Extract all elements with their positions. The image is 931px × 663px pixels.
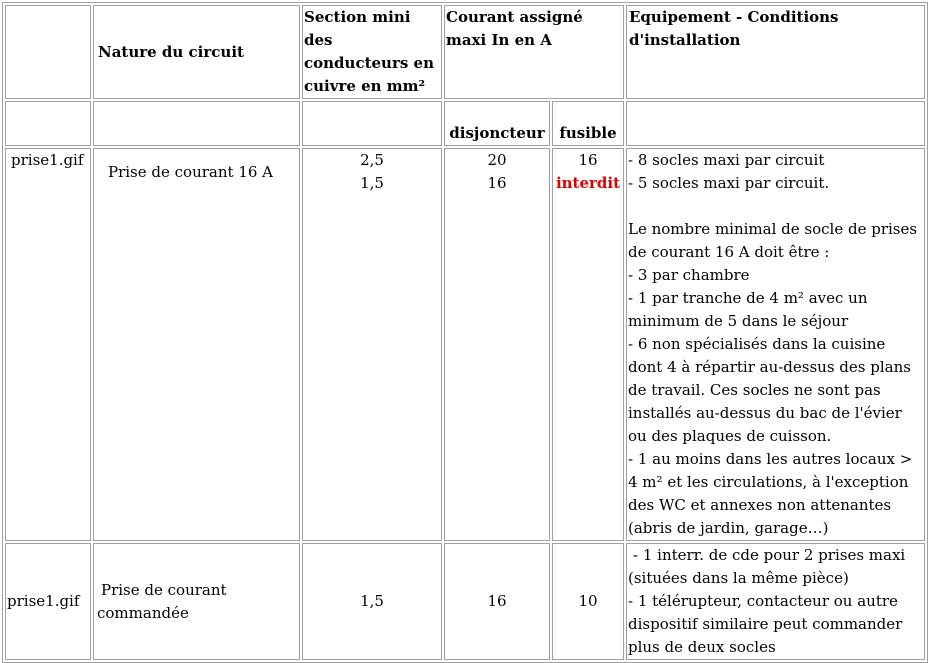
row1-fusible <box>552 148 624 541</box>
row1-equip-body-1: Le nombre minimal de socle de prises de courant 16 A doit être : <box>628 220 918 261</box>
header-section: Section mini des conducteurs en cuivre en mm² <box>302 5 442 99</box>
row2-fusible: 10 <box>552 543 624 660</box>
subheader-row <box>5 101 925 146</box>
row2-section: 1,5 <box>302 543 442 660</box>
subheader-empty-4 <box>626 101 925 146</box>
subheader-empty-3 <box>302 101 442 146</box>
row1-equipement <box>626 148 925 541</box>
row1-fusible-interdit: interdit <box>555 174 621 192</box>
subheader-fusible: fusible <box>552 101 624 146</box>
row1-equip-body-3: - 1 par tranche de 4 m² avec un minimum de 5 dans le séjour <box>628 289 868 330</box>
row1-equip-gap <box>628 195 923 218</box>
row1-image-alt: prise1.gif <box>5 148 91 541</box>
subheader-disjoncteur: disjoncteur <box>444 101 550 146</box>
header-row <box>5 5 925 99</box>
header-courant <box>444 5 624 99</box>
subheader-empty-2 <box>93 101 300 146</box>
row1-disjoncteur-1: 20 <box>487 151 507 169</box>
row1-equip-body-4: - 6 non spécialisés dans la cuisine dont 4 à répartir au-dessus des plans de travail. Ces socles ne sont pas installés au-dessus du bac de l'évier ou des plaques de cuisson. <box>628 335 911 445</box>
row2-equipement <box>626 543 925 660</box>
row1-disjoncteur <box>444 148 550 541</box>
row1-section-2: 1,5 <box>360 174 384 192</box>
row1-equip-top-1: - 8 socles maxi par circuit <box>628 151 825 169</box>
row2-image-alt: prise1.gif <box>5 543 91 660</box>
row2-disjoncteur: 16 <box>444 543 550 660</box>
row2-nature <box>93 543 300 660</box>
row1-section-1: 2,5 <box>360 151 384 169</box>
table-row <box>5 148 925 541</box>
row1-equip-body-2: - 3 par chambre <box>628 266 750 284</box>
header-empty-cell <box>5 5 91 99</box>
header-nature: Nature du circuit <box>93 5 300 99</box>
subheader-empty-1 <box>5 101 91 146</box>
row2-equip-1: - 1 interr. de cde pour 2 prises maxi (situées dans la même pièce) <box>628 546 906 587</box>
header-courant-text: Courant assigné maxi In en A <box>446 8 583 49</box>
row1-nature: Prise de courant 16 A <box>93 148 300 541</box>
header-equipement: Equipement - Conditions d'installation <box>626 5 925 99</box>
row1-equip-top-2: - 5 socles maxi par circuit. <box>628 174 830 192</box>
installation-table <box>2 2 928 663</box>
row1-disjoncteur-2: 16 <box>487 174 507 192</box>
table-row <box>5 543 925 660</box>
row1-fusible-1: 16 <box>578 151 598 169</box>
row1-equip-body-5: - 1 au moins dans les autres locaux > 4 m² et les circulations, à l'exception des WC et annexes non attenantes (abris de jardin, garage…) <box>628 450 913 537</box>
row1-sections <box>302 148 442 541</box>
row2-nature-text: Prise de courant commandée <box>97 580 227 622</box>
row2-equip-2: - 1 télérupteur, contacteur ou autre dispositif similaire peut commander plus de deux socles <box>628 592 903 656</box>
